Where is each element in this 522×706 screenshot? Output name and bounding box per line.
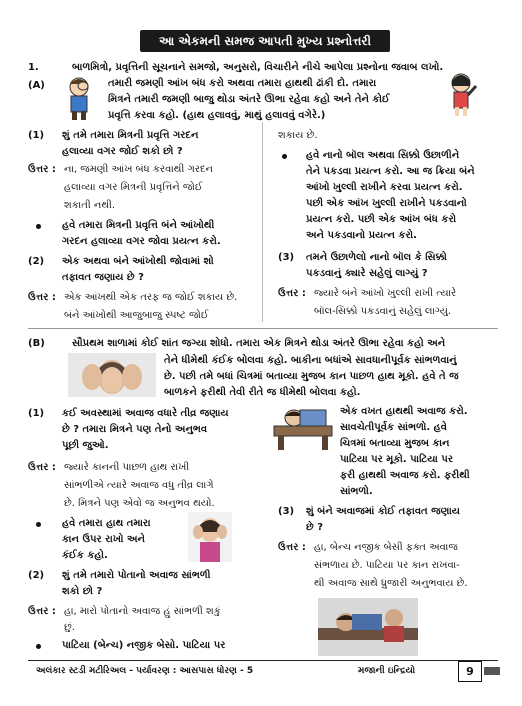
children-at-bench-photo xyxy=(318,598,418,656)
right-b-line-5: ફરી હાથથી અવાજ કરો. ફરીથી xyxy=(340,470,470,481)
left-b-a1-line-3: છે. મિત્રને પણ એવો જ અનુભવ થયો. xyxy=(64,498,215,509)
left-b-a1-line-2: સાંભળીએ ત્યારે અવાજ વધુ તીવ્ર લાગે xyxy=(64,480,214,491)
left-b-q1-line-3: પૂછી જુઓ. xyxy=(62,440,109,451)
left-b-bullet-2: પાટિયા (બેન્ચ) નજીક બેસો. પાટિયા પર xyxy=(62,640,226,651)
section-a-label: (A) xyxy=(28,80,45,91)
left-b-bullet-line-1: હવે તમારા હાથ તમારા xyxy=(62,518,151,529)
right-a-continued: શકાય છે. xyxy=(278,130,318,141)
bullet-icon xyxy=(282,154,287,159)
left-b-a2-line-1: હા, મારો પોતાનો અવાજ હું સાંભળી શકું xyxy=(64,606,221,617)
left-b-q2-number: (2) xyxy=(28,570,45,581)
intro-number: 1. xyxy=(28,62,39,73)
right-a-a3-label: ઉત્તર : xyxy=(278,288,306,299)
section-b-line-3: છે. પછી તમે બધાં ચિત્રમાં બતાવ્યા મુજબ કાન પાછળ હાથ મૂકો. હવે તે જ xyxy=(164,371,459,382)
left-b-q2-line-1: શું તમે તમારો પોતાનો અવાજ સાંભળી xyxy=(62,570,211,581)
left-a-a1-line-2: હલાવ્યા વગર મિત્રની પ્રવૃત્તિને જોઈ xyxy=(64,182,203,193)
right-b-a3-label: ઉત્તર : xyxy=(278,542,306,553)
column-divider xyxy=(262,122,263,322)
right-a-bullet-line-3: આંખો ખુલ્લી રાખીને કરવા પ્રયત્ન કરો. xyxy=(306,182,463,193)
left-b-a1-line-1: જ્યારે કાનની પાછળ હાથ રાખી xyxy=(64,462,190,473)
section-b-line-4: બાળકને ફરીથી તેવી રીતે જ ધીમેથી બોલવા કહો. xyxy=(164,387,361,398)
left-a-a2-line-2: બંને આંખોથી આજુબાજુ સ્પષ્ટ જોઈ xyxy=(64,310,209,321)
girl-hands-behind-ears-photo xyxy=(68,353,156,397)
left-b-bullet-line-3: કંઈક કહો. xyxy=(62,550,108,561)
right-b-line-1: એક વખત હાથથી અવાજ કરો. xyxy=(340,406,468,417)
right-a-bullet-line-1: હવે નાનો બૉલ અથવા સિક્કો ઉછાળીને xyxy=(306,150,460,161)
left-a-a1-label: ઉત્તર : xyxy=(28,164,56,175)
right-b-q3-number: (3) xyxy=(278,506,295,517)
right-a-q3-line-1: તમને ઉછાળેલો નાનો બૉલ કે સિક્કો xyxy=(306,252,447,263)
right-a-bullet-line-4: પછી એક આંખ ખુલ્લી રાખીને પકડવાનો xyxy=(306,198,467,209)
left-a-a2-line-1: એક આંખથી એક તરફ જ જોઈ શકાય છે. xyxy=(64,292,238,303)
right-b-a3-line-1: હા, બેન્ચ નજીક બેસી ફક્ત અવાજ xyxy=(314,542,458,553)
page-number: 9 xyxy=(458,661,482,682)
left-b-q1-line-1: કઈ અવસ્થામાં અવાજ વધારે તીવ્ર જણાય xyxy=(62,408,229,419)
section-b-label: (B) xyxy=(28,338,45,349)
girl-covering-ears-photo xyxy=(188,512,232,562)
left-b-a1-label: ઉત્તર : xyxy=(28,462,56,473)
left-b-bullet-line-2: કાન ઉપર રાખો અને xyxy=(62,534,145,545)
right-a-bullet-line-6: અને પકડવાનો પ્રયત્ન કરો. xyxy=(306,230,417,241)
left-a-a1-line-3: શકાતી નથી. xyxy=(64,200,116,211)
left-a-q1-number: (1) xyxy=(28,130,45,141)
right-a-a3-line-1: જ્યારે બંને આંખો ખુલ્લી રાખી ત્યારે xyxy=(314,288,457,299)
section-a-line-3: પ્રવૃત્તિ કરવા કહો. (હાથ હલાવવું, માથું હલાવવું વગેરે.) xyxy=(108,110,326,121)
intro-text: બાળમિત્રો, પ્રવૃત્તિની સૂચનાને સમજો, અનુસરો, વિચારીને નીચે આપેલા પ્રશ્નોના જવાબ લખો. xyxy=(72,62,444,73)
right-a-bullet-line-5: પ્રયત્ન કરો. પછી એક આંખ બંધ કરો xyxy=(306,214,457,225)
right-a-a3-line-2: બૉલ-સિક્કો પકડવાનું સહેલું લાગ્યું. xyxy=(314,306,452,317)
section-divider xyxy=(28,328,498,329)
left-a-q2-line-2: તફાવત જણાય છે ? xyxy=(62,272,144,283)
left-b-a2-label: ઉત્તર : xyxy=(28,606,56,617)
left-b-q1-number: (1) xyxy=(28,408,45,419)
section-a-line-2: મિત્રને તમારી જમણી બાજુ થોડા અંતરે ઊભા રહેવા કહો અને તેને કોઈ xyxy=(108,94,390,105)
right-b-q3-line-1: શું બંને અવાજમાં કોઈ તફાવત જણાય xyxy=(306,506,460,517)
girl-waving-illustration xyxy=(444,70,478,118)
page-title: આ એકમની સમજ આપતી મુખ્ય પ્રશ્નોત્તરી xyxy=(140,30,390,52)
right-b-a3-line-2: સંભળાય છે. પાટિયા પર કાન રાખવા- xyxy=(314,560,460,571)
right-b-a3-line-3: થી અવાજ સાથે ધ્રુજારી અનુભવાય છે. xyxy=(314,578,468,589)
left-a-q2-line-1: એક અથવા બંને આંખોથી જોવામાં શો xyxy=(62,256,214,267)
left-b-a2-line-2: છું. xyxy=(64,622,75,633)
right-a-q3-line-2: પકડવાનું ક્યારે સહેલું લાગ્યું ? xyxy=(306,268,428,279)
left-a-q2-number: (2) xyxy=(28,256,45,267)
left-a-bullet-line-1: હવે તમારા મિત્રની પ્રવૃત્તિ બંને આંખોથી xyxy=(62,220,215,231)
right-b-line-4: પાટિયા પર મૂકો. પાટિયા પર xyxy=(340,454,453,465)
bullet-icon xyxy=(36,644,41,649)
section-b-line-2: તેને ધીમેથી કંઈક બોલવા કહો. બાકીના બધાંએ સાવધાનીપૂર્વક સાંભળવાનું xyxy=(164,355,457,366)
left-a-q1-line-1: શું તમે તમારા મિત્રની પ્રવૃત્તિ ગરદન xyxy=(62,130,199,141)
right-b-line-6: સાંભળો. xyxy=(340,486,373,497)
left-a-q1-line-2: હલાવ્યા વગર જોઈ શકો છો ? xyxy=(62,146,183,157)
bullet-icon xyxy=(36,522,41,527)
left-a-a2-label: ઉત્તર : xyxy=(28,292,56,303)
left-a-bullet-line-2: ગરદન હલાવ્યા વગર જોવા પ્રયત્ન કરો. xyxy=(62,236,221,247)
footer-book-title: અલંકાર સ્ટડી મટીરિઅલ - પર્યાવરણ : આસપાસ ધોરણ - 5 xyxy=(36,666,254,676)
section-b-line-1: સૌપ્રથમ શાળામાં કોઈ શાંત જગ્યા શોધો. તમારા એક મિત્રને થોડા અંતરે ઊભા રહેવા કહો અને xyxy=(72,338,446,349)
boy-covering-eye-illustration xyxy=(62,74,96,122)
page-footer xyxy=(28,660,498,681)
section-a-line-1: તમારી જમણી આંખ બંધ કરો અથવા તમારા હાથથી ઢાંકી દો. તમારા xyxy=(108,78,377,89)
right-b-line-3: ચિત્રમાં બતાવ્યા મુજબ કાન xyxy=(340,438,450,449)
footer-decoration xyxy=(484,667,500,675)
footer-chapter-title: મજાની ઇન્દ્રિયો xyxy=(358,666,416,676)
right-a-bullet-line-2: તેને પકડવા પ્રયત્ન કરો. આ જ ક્રિયા બંને xyxy=(306,166,475,177)
bullet-icon xyxy=(36,224,41,229)
left-b-q1-line-2: છે ? તમારા મિત્રને પણ તેનો અનુભવ xyxy=(62,424,208,435)
right-a-q3-number: (3) xyxy=(278,252,295,263)
left-b-q2-line-2: શકો છો ? xyxy=(62,586,103,597)
boy-ear-on-bench-illustration xyxy=(272,404,334,452)
left-a-a1-line-1: ના, જમણી આંખ બંધ કરવાથી ગરદન xyxy=(64,164,213,175)
right-b-line-2: સાવચેતીપૂર્વક સાંભળો. હવે xyxy=(340,422,448,433)
right-b-q3-line-2: છે ? xyxy=(306,522,324,533)
